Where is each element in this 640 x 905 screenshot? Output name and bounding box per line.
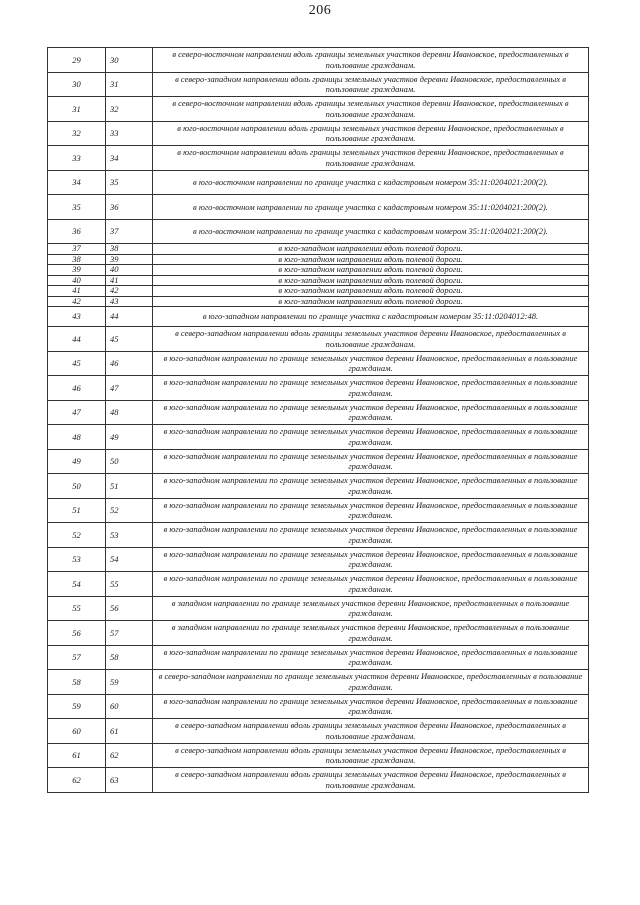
boundary-description-cell: в западном направлении по границе земельных участков деревни Ивановское, предоставленных в пользование гражданам. bbox=[153, 621, 589, 646]
point-from-cell: 58 bbox=[48, 670, 106, 695]
table-row bbox=[48, 286, 589, 297]
table-row bbox=[48, 265, 589, 276]
point-to-cell: 31 bbox=[106, 72, 153, 97]
point-from-cell: 36 bbox=[48, 219, 106, 244]
table-row bbox=[48, 498, 589, 523]
point-from-cell: 44 bbox=[48, 327, 106, 352]
table-row bbox=[48, 219, 589, 244]
table-row bbox=[48, 307, 589, 327]
table-row bbox=[48, 97, 589, 122]
table-row bbox=[48, 170, 589, 195]
point-from-cell: 60 bbox=[48, 719, 106, 744]
boundary-description-cell: в юго-западном направлении вдоль полевой дороги. bbox=[153, 265, 589, 276]
point-from-cell: 29 bbox=[48, 48, 106, 73]
point-from-cell: 49 bbox=[48, 449, 106, 474]
point-to-cell: 53 bbox=[106, 523, 153, 548]
table-row bbox=[48, 327, 589, 352]
boundary-description-cell: в северо-восточном направлении вдоль границы земельных участков деревни Ивановское, предоставленных в пользование гражданам. bbox=[153, 97, 589, 122]
table-row bbox=[48, 670, 589, 695]
point-from-cell: 33 bbox=[48, 146, 106, 171]
boundary-description-cell: в юго-восточном направлении по границе участка с кадастровым номером 35:11:0204021:200(2). bbox=[153, 170, 589, 195]
point-from-cell: 51 bbox=[48, 498, 106, 523]
table-row bbox=[48, 596, 589, 621]
point-to-cell: 62 bbox=[106, 743, 153, 768]
boundary-description-cell: в северо-западном направлении вдоль границы земельных участков деревни Ивановское, предоставленных в пользование гражданам. bbox=[153, 719, 589, 744]
table-row bbox=[48, 719, 589, 744]
point-to-cell: 57 bbox=[106, 621, 153, 646]
point-to-cell: 50 bbox=[106, 449, 153, 474]
table-row bbox=[48, 275, 589, 286]
boundary-description-cell: в юго-восточном направлении вдоль границы земельных участков деревни Ивановское, предоставленных в пользование гражданам. bbox=[153, 121, 589, 146]
point-to-cell: 32 bbox=[106, 97, 153, 122]
point-to-cell: 43 bbox=[106, 296, 153, 307]
boundary-description-cell: в юго-западном направлении вдоль полевой дороги. bbox=[153, 286, 589, 297]
point-to-cell: 56 bbox=[106, 596, 153, 621]
point-to-cell: 44 bbox=[106, 307, 153, 327]
point-to-cell: 61 bbox=[106, 719, 153, 744]
boundary-description-table bbox=[47, 47, 589, 793]
point-from-cell: 56 bbox=[48, 621, 106, 646]
boundary-description-cell: в северо-западном направлении вдоль границы земельных участков деревни Ивановское, предоставленных в пользование гражданам. bbox=[153, 327, 589, 352]
boundary-description-cell: в северо-западном направлении вдоль границы земельных участков деревни Ивановское, предоставленных в пользование гражданам. bbox=[153, 768, 589, 793]
table-row bbox=[48, 254, 589, 265]
point-from-cell: 41 bbox=[48, 286, 106, 297]
boundary-description-cell: в юго-восточном направлении по границе участка с кадастровым номером 35:11:0204021:200(2). bbox=[153, 219, 589, 244]
point-to-cell: 47 bbox=[106, 376, 153, 401]
table-row bbox=[48, 425, 589, 450]
table-row bbox=[48, 547, 589, 572]
boundary-description-cell: в юго-западном направлении по границе земельных участков деревни Ивановское, предоставленных в пользование гражданам. bbox=[153, 645, 589, 670]
page-number: 206 bbox=[308, 3, 332, 18]
boundary-description-cell: в юго-западном направлении по границе земельных участков деревни Ивановское, предоставленных в пользование гражданам. bbox=[153, 351, 589, 376]
point-to-cell: 42 bbox=[106, 286, 153, 297]
point-from-cell: 57 bbox=[48, 645, 106, 670]
table-row bbox=[48, 48, 589, 73]
point-from-cell: 46 bbox=[48, 376, 106, 401]
point-to-cell: 39 bbox=[106, 254, 153, 265]
table-body bbox=[48, 48, 589, 793]
point-to-cell: 35 bbox=[106, 170, 153, 195]
boundary-description-cell: в северо-западном направлении вдоль границы земельных участков деревни Ивановское, предоставленных в пользование гражданам. bbox=[153, 72, 589, 97]
table-row bbox=[48, 449, 589, 474]
boundary-description-cell: в юго-западном направлении по границе земельных участков деревни Ивановское, предоставленных в пользование гражданам. bbox=[153, 547, 589, 572]
point-to-cell: 58 bbox=[106, 645, 153, 670]
table-row bbox=[48, 645, 589, 670]
point-to-cell: 51 bbox=[106, 474, 153, 499]
table-row bbox=[48, 244, 589, 255]
table-row bbox=[48, 400, 589, 425]
point-from-cell: 52 bbox=[48, 523, 106, 548]
table-row bbox=[48, 376, 589, 401]
table-row bbox=[48, 351, 589, 376]
point-to-cell: 55 bbox=[106, 572, 153, 597]
table-row bbox=[48, 296, 589, 307]
point-from-cell: 61 bbox=[48, 743, 106, 768]
point-from-cell: 34 bbox=[48, 170, 106, 195]
boundary-description-cell: в юго-западном направлении вдоль полевой дороги. bbox=[153, 254, 589, 265]
point-from-cell: 31 bbox=[48, 97, 106, 122]
boundary-description-cell: в юго-западном направлении по границе земельных участков деревни Ивановское, предоставленных в пользование гражданам. bbox=[153, 400, 589, 425]
boundary-description-cell: в юго-западном направлении вдоль полевой дороги. bbox=[153, 296, 589, 307]
table-row bbox=[48, 72, 589, 97]
table-row bbox=[48, 121, 589, 146]
point-to-cell: 45 bbox=[106, 327, 153, 352]
boundary-description-cell: в юго-западном направлении по границе земельных участков деревни Ивановское, предоставленных в пользование гражданам. bbox=[153, 449, 589, 474]
point-from-cell: 48 bbox=[48, 425, 106, 450]
point-from-cell: 37 bbox=[48, 244, 106, 255]
table-row bbox=[48, 694, 589, 719]
point-to-cell: 63 bbox=[106, 768, 153, 793]
boundary-description-cell: в северо-западном направлении по границе земельных участков деревни Ивановское, предоставленных в пользование гражданам. bbox=[153, 670, 589, 695]
table-row bbox=[48, 768, 589, 793]
point-from-cell: 62 bbox=[48, 768, 106, 793]
point-to-cell: 38 bbox=[106, 244, 153, 255]
point-to-cell: 54 bbox=[106, 547, 153, 572]
point-to-cell: 37 bbox=[106, 219, 153, 244]
point-to-cell: 46 bbox=[106, 351, 153, 376]
point-to-cell: 33 bbox=[106, 121, 153, 146]
point-from-cell: 50 bbox=[48, 474, 106, 499]
point-from-cell: 53 bbox=[48, 547, 106, 572]
point-from-cell: 40 bbox=[48, 275, 106, 286]
table-row bbox=[48, 523, 589, 548]
point-from-cell: 39 bbox=[48, 265, 106, 276]
point-from-cell: 54 bbox=[48, 572, 106, 597]
point-from-cell: 42 bbox=[48, 296, 106, 307]
point-to-cell: 52 bbox=[106, 498, 153, 523]
table-row bbox=[48, 743, 589, 768]
point-from-cell: 43 bbox=[48, 307, 106, 327]
boundary-description-cell: в юго-западном направлении по границе земельных участков деревни Ивановское, предоставленных в пользование гражданам. bbox=[153, 498, 589, 523]
boundary-description-cell: в юго-западном направлении по границе земельных участков деревни Ивановское, предоставленных в пользование гражданам. bbox=[153, 694, 589, 719]
boundary-description-cell: в юго-западном направлении вдоль полевой дороги. bbox=[153, 244, 589, 255]
point-from-cell: 59 bbox=[48, 694, 106, 719]
boundary-description-cell: в северо-западном направлении вдоль границы земельных участков деревни Ивановское, предоставленных в пользование гражданам. bbox=[153, 743, 589, 768]
point-from-cell: 47 bbox=[48, 400, 106, 425]
point-to-cell: 49 bbox=[106, 425, 153, 450]
point-to-cell: 59 bbox=[106, 670, 153, 695]
boundary-description-cell: в юго-западном направлении вдоль полевой дороги. bbox=[153, 275, 589, 286]
point-from-cell: 38 bbox=[48, 254, 106, 265]
boundary-description-cell: в юго-западном направлении по границе земельных участков деревни Ивановское, предоставленных в пользование гражданам. bbox=[153, 425, 589, 450]
point-to-cell: 40 bbox=[106, 265, 153, 276]
point-from-cell: 55 bbox=[48, 596, 106, 621]
boundary-description-cell: в юго-восточном направлении вдоль границы земельных участков деревни Ивановское, предоставленных в пользование гражданам. bbox=[153, 146, 589, 171]
point-to-cell: 30 bbox=[106, 48, 153, 73]
point-from-cell: 30 bbox=[48, 72, 106, 97]
boundary-description-cell: в юго-западном направлении по границе участка с кадастровым номером 35:11:0204012:48. bbox=[153, 307, 589, 327]
table-row bbox=[48, 621, 589, 646]
table-row bbox=[48, 474, 589, 499]
boundary-description-cell: в юго-западном направлении по границе земельных участков деревни Ивановское, предоставленных в пользование гражданам. bbox=[153, 474, 589, 499]
table-row bbox=[48, 146, 589, 171]
boundary-description-cell: в юго-западном направлении по границе земельных участков деревни Ивановское, предоставленных в пользование гражданам. bbox=[153, 523, 589, 548]
point-to-cell: 60 bbox=[106, 694, 153, 719]
point-to-cell: 48 bbox=[106, 400, 153, 425]
boundary-description-cell: в западном направлении по границе земельных участков деревни Ивановское, предоставленных в пользование гражданам. bbox=[153, 596, 589, 621]
boundary-description-cell: в юго-западном направлении по границе земельных участков деревни Ивановское, предоставленных в пользование гражданам. bbox=[153, 376, 589, 401]
point-to-cell: 36 bbox=[106, 195, 153, 220]
point-from-cell: 45 bbox=[48, 351, 106, 376]
table-row bbox=[48, 195, 589, 220]
point-from-cell: 32 bbox=[48, 121, 106, 146]
point-to-cell: 34 bbox=[106, 146, 153, 171]
boundary-description-cell: в юго-западном направлении по границе земельных участков деревни Ивановское, предоставленных в пользование гражданам. bbox=[153, 572, 589, 597]
table-row bbox=[48, 572, 589, 597]
boundary-description-cell: в юго-восточном направлении по границе участка с кадастровым номером 35:11:0204021:200(2). bbox=[153, 195, 589, 220]
point-from-cell: 35 bbox=[48, 195, 106, 220]
boundary-description-cell: в северо-восточном направлении вдоль границы земельных участков деревни Ивановское, предоставленных в пользование гражданам. bbox=[153, 48, 589, 73]
point-to-cell: 41 bbox=[106, 275, 153, 286]
